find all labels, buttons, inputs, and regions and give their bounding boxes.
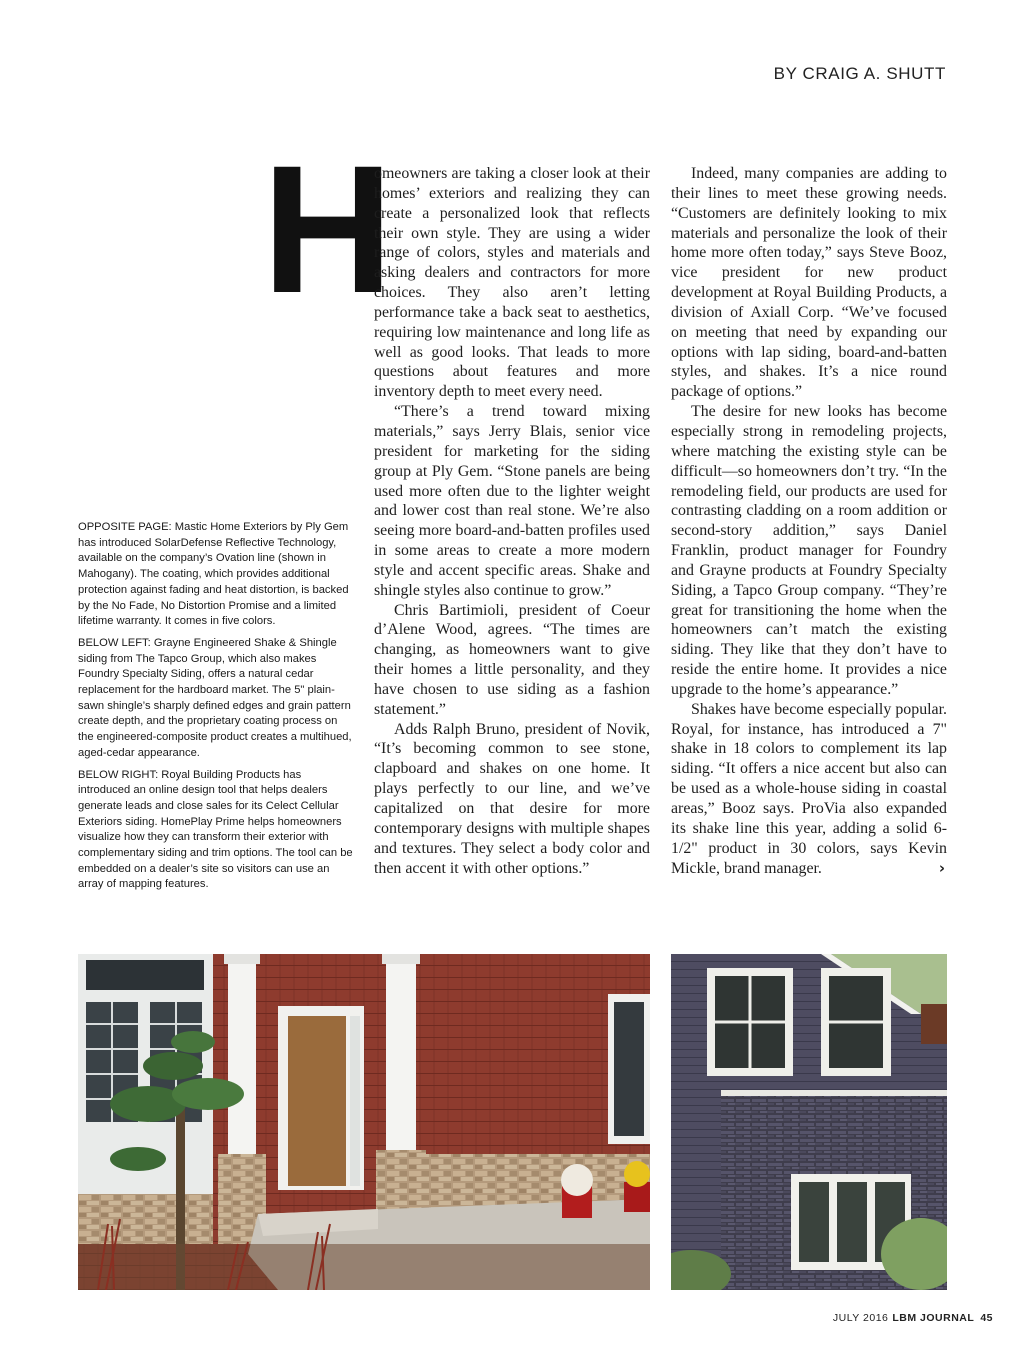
page-footer: [833, 1312, 993, 1324]
drop-cap: H: [262, 127, 394, 331]
paragraph: Adds Ralph Bruno, president of Novik, “It’s becoming common to see stone, clapboard and shakes on one home. It plays perfectly to our line, and we’ve capitalized on that desire for more contemporary designs with multiple shapes and textures. They select a body color and then accent it with other options.”: [374, 720, 650, 877]
caption-below-left: BELOW LEFT: Grayne Engineered Shake & Shingle siding from The Tapco Group, which also makes Foundry Specialty Siding, offers a natural cedar replacement for the hardboard market. The 5" plain-sawn shingle’s sharply defined edges and grain pattern create depth, and the proprietary coating process on the engineered-composite product creates a multihued, aged-cedar appearance.: [78, 636, 352, 759]
caption-below-right: BELOW RIGHT: Royal Building Products has introduced an online design tool that helps dealers generate leads and close sales for its Celect Cellular Exteriors siding. HomePlay Prime helps homeowners visualize how they can transform their exterior with complementary siding and trim options. The tool can be embedded on a dealer’s site so visitors can use an array of mapping features.: [78, 768, 353, 891]
continue-arrow-icon: ›: [938, 858, 945, 877]
magazine-name: LBM JOURNAL: [892, 1312, 975, 1324]
house-illustration: [671, 954, 947, 1290]
photo-captions: [78, 520, 353, 899]
paragraph: omeowners are taking a closer look at their homes’ exteriors and realizing they can create a personalized look that reflects their own style. They are using a wider range of colors, styles and materials and asking dealers and contractors for more choices. They also aren’t letting performance take a back seat to aesthetics, requiring low maintenance and long life as well as good looks. That leads to more questions about features and more inventory depth to meet every need.: [374, 165, 650, 401]
photo-red-shake-house: [78, 954, 650, 1290]
byline: BY CRAIG A. SHUTT: [773, 64, 946, 83]
house-illustration: [78, 954, 650, 1290]
photo-blue-siding-house: [671, 954, 947, 1290]
paragraph-text: Shakes have become especially popular. Royal, for instance, has introduced a 7" shake in 18 colors to complement its lap siding. “It offers a nice accent but also can be used as a whole-house siding in coastal areas,” Booz says. ProVia also expanded its shake line this year, adding a solid 6-1/2" product in 30 colors, says Kevin Mickle, brand manager.: [671, 700, 947, 877]
paragraph: [671, 700, 947, 879]
paragraph: Indeed, many companies are adding to their lines to meet these growing needs. “Customers are definitely looking to mix materials and personalize the look of their home more often today,” says Steve Booz, vice president for new product development at Royal Building Products, a division of Axiall Corp. “We’ve focused on meeting that need by expanding our options with lap siding, board-and-batten styles, and shakes. It’s a nice round package of options.”: [671, 165, 947, 401]
caption-opposite-page: OPPOSITE PAGE: Mastic Home Exteriors by Ply Gem has introduced SolarDefense Reflective Technology, available on the company’s Ovation line (shown in Mahogany). The coating, which provides additional protection against fading and heat distortion, is backed by the No Fade, No Distortion Promise and a limited lifetime warranty. It comes in five colors.: [78, 521, 349, 628]
page-number: 45: [980, 1312, 993, 1324]
paragraph: The desire for new looks has become especially strong in remodeling projects, where matching the existing style can be difficult—so homeowners don’t try. “In the remodeling field, our products are used for contrasting cladding on a room addition or second-story addition,” says Daniel Franklin, product manager for Foundry and Grayne products at Foundry Specialty Siding, a Tapco Group company. “They’re great for transitioning the home when the homeowners can’t match the existing siding. They like that they don’t have to reside the entire home. It provides a nice upgrade to the home’s appearance.”: [671, 403, 947, 698]
article-column-2: [671, 164, 947, 878]
paragraph: Chris Bartimioli, president of Coeur d’Alene Wood, agrees. “The times are changing, as homeowners want to give their homes a little personality, and they have chosen to use siding as a fashion statement.”: [374, 601, 650, 718]
issue-date: JULY 2016: [832, 1312, 889, 1324]
paragraph: “There’s a trend toward mixing materials,” says Jerry Blais, senior vice president for marketing for the siding group at Ply Gem. “Stone panels are being used more often due to the lighter weight and lower cost than real stone. We’re also seeing more board-and-batten profiles used in some areas to create a more modern style and accent specific areas. Shake and shingle styles also continue to grow.”: [374, 403, 650, 599]
article-column-1: [374, 164, 650, 878]
